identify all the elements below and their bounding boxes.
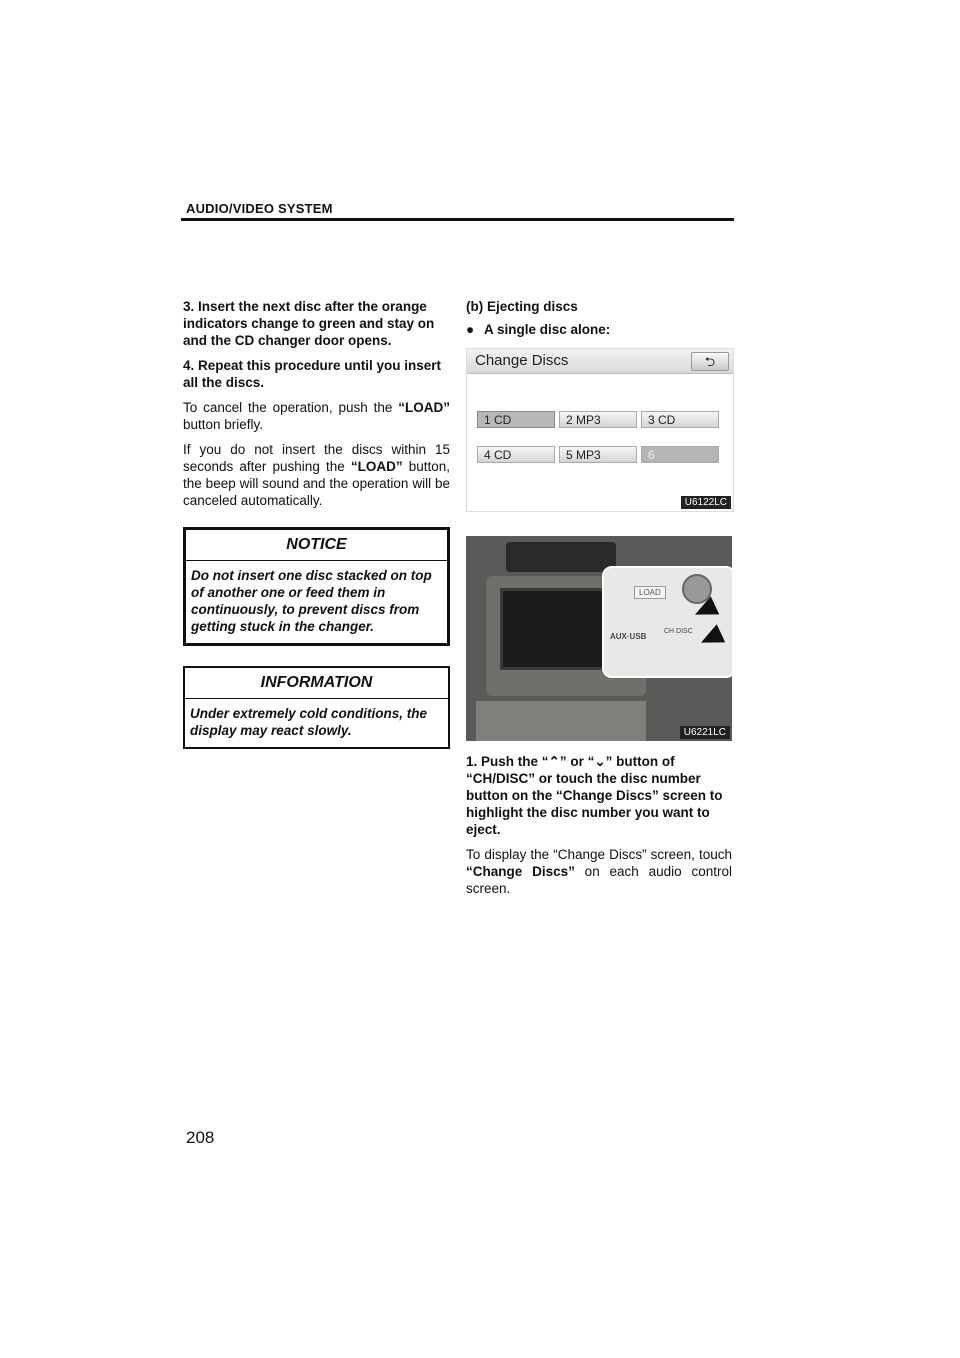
cancel-text-a: To cancel the operation, push the	[183, 400, 399, 415]
pointer-arrow-icon	[697, 624, 725, 651]
disc-button-5[interactable]: 5 MP3	[559, 446, 637, 463]
disc-button-4[interactable]: 4 CD	[477, 446, 555, 463]
aux-usb-label: AUX·USB	[610, 632, 647, 641]
disc-button-3[interactable]: 3 CD	[641, 411, 719, 428]
lower-console	[476, 701, 646, 741]
right-column	[466, 298, 732, 905]
step-3: 3. Insert the next disc after the orange indicators change to green and stay on and the CD changer door opens.	[183, 299, 435, 348]
disc-button-2[interactable]: 2 MP3	[559, 411, 637, 428]
load-term: “LOAD”	[398, 400, 450, 415]
back-button-icon[interactable]: ⮌	[691, 352, 729, 371]
display-text-a: To display the “Change Discs” screen, touch	[466, 847, 732, 862]
step-4: 4. Repeat this procedure until you insert all the discs.	[183, 358, 442, 390]
section-header: AUDIO/VIDEO SYSTEM	[186, 201, 333, 216]
notice-text: Do not insert one disc stacked on top of another one or feed them in continuously, to prevent discs from getting stuck in the changer.	[191, 568, 432, 634]
notice-title: NOTICE	[186, 530, 447, 561]
bullet-single-disc	[466, 321, 732, 338]
change-discs-term: “Change Discs”	[466, 864, 575, 879]
figure-label-2: U6221LC	[680, 726, 730, 739]
page-number: 208	[186, 1128, 215, 1147]
cancel-text-c: button briefly.	[183, 417, 264, 432]
information-box	[183, 666, 450, 749]
display-text-c: on each audio control screen.	[466, 864, 732, 896]
bullet-icon: ●	[466, 322, 475, 337]
navigation-display	[500, 588, 614, 670]
timeout-text-c: button, the beep will sound and the operation will be canceled automatically.	[183, 459, 450, 508]
bullet-text: A single disc alone:	[484, 322, 611, 337]
notice-box	[183, 527, 450, 646]
disc-button-1[interactable]: 1 CD	[477, 411, 555, 428]
timeout-text-a: If you do not insert the discs within 15 seconds after pushing the	[183, 442, 450, 474]
left-column	[183, 298, 450, 749]
information-text: Under extremely cold conditions, the display may react slowly.	[190, 706, 428, 738]
change-discs-screen-figure	[466, 348, 734, 512]
step-1: 1. Push the “⌃” or “⌄” button of “CH/DISC” or touch the disc number button on the “Change Discs” screen to highlight the disc number you want to eject.	[466, 754, 723, 837]
load-button-closeup: LOAD	[634, 586, 666, 599]
display-change-discs-paragraph	[466, 846, 732, 897]
information-title: INFORMATION	[185, 668, 448, 699]
button-closeup-inset	[602, 566, 732, 678]
header-rule	[181, 218, 734, 221]
ch-disc-label: CH DISC	[664, 628, 693, 635]
load-term-2: “LOAD”	[350, 459, 403, 474]
timeout-paragraph	[183, 441, 450, 509]
screen-titlebar	[467, 349, 733, 374]
disc-button-6[interactable]: 6	[641, 446, 719, 463]
screen-title: Change Discs	[475, 352, 569, 369]
cancel-paragraph	[183, 399, 450, 433]
figure-label-1: U6122LC	[681, 496, 731, 509]
air-vent	[506, 542, 616, 572]
dashboard-photo-figure	[466, 536, 732, 741]
ejecting-discs-heading: (b) Ejecting discs	[466, 299, 578, 314]
